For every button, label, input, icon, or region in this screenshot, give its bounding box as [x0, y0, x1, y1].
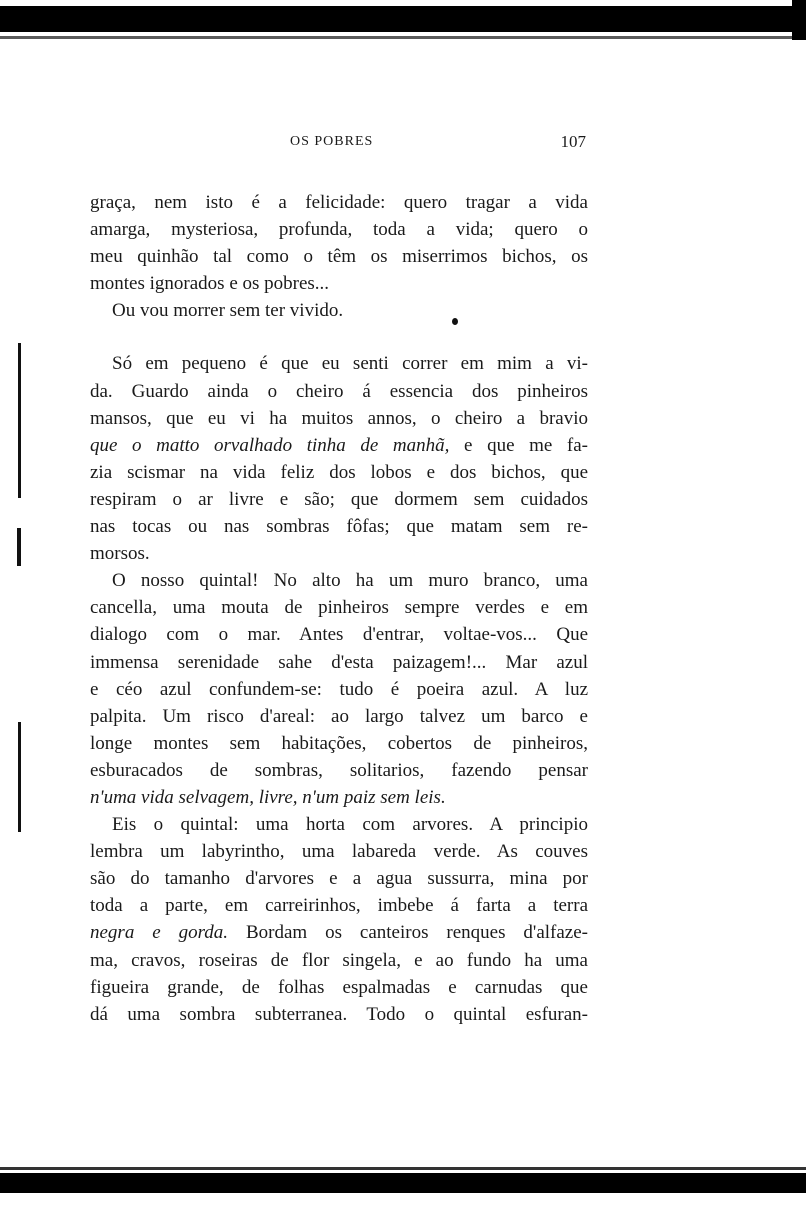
text-line: dialogo com o mar. Antes d'entrar, voltae-vos... Que [90, 624, 588, 646]
text-line [90, 919, 588, 946]
margin-mark [17, 528, 21, 566]
text-line: meu quinhão tal como o têm os miserrimos bichos, os [90, 246, 588, 268]
text-line: respiram o ar livre e são; que dormem sem cuidados [90, 488, 588, 510]
page-number: 107 [560, 132, 586, 151]
text-line: Só em pequeno é que eu senti correr em mim a vi- [112, 353, 588, 375]
text-line: immensa serenidade sahe d'esta paizagem!... Mar azul [90, 651, 588, 673]
text-line: morsos. [90, 543, 150, 565]
text-line: dá uma sombra subterranea. Todo o quintal esfuran- [90, 1003, 588, 1025]
text-segment: e que me fa- [449, 434, 589, 456]
text-line: mansos, que eu vi ha muitos annos, o cheiro a bravio [90, 407, 588, 429]
running-head [90, 132, 600, 152]
scan-border-bottom [0, 1173, 806, 1193]
text-line [90, 432, 588, 459]
text-line: graça, nem isto é a felicidade: quero tragar a vida [90, 192, 588, 213]
text-line: O nosso quintal! No alto ha um muro branco, uma [112, 570, 588, 592]
text-line: n'uma vida selvagem, livre, n'um paiz sem leis. [90, 786, 446, 808]
text-line: ma, cravos, roseiras de flor singela, e ao fundo ha uma [90, 949, 588, 971]
text-line: esburacados de sombras, solitarios, fazendo pensar [90, 759, 588, 781]
text-segment: Bordam os canteiros renques d'alfaze- [228, 922, 588, 944]
text-line: zia scismar na vida feliz dos lobos e dos bichos, que [90, 461, 588, 483]
paragraph-gap [90, 324, 588, 350]
text-line: toda a parte, em carreirinhos, imbebe á farta a terra [90, 895, 588, 917]
text-line: longe montes sem habitações, cobertos de pinheiros, [90, 732, 588, 754]
text-line: montes ignorados e os pobres... [90, 273, 330, 295]
text-line: são do tamanho d'arvores e a agua sussurra, mina por [90, 868, 588, 890]
text-line: palpita. Um risco d'areal: ao largo talvez um barco e [90, 705, 588, 727]
text-line: Eis o quintal: uma horta com arvores. A principio [112, 814, 588, 836]
text-line: figueira grande, de folhas espalmadas e carnudas que [90, 976, 588, 998]
italic-text: que o matto orvalhado tinha de manhã, [90, 434, 450, 456]
body-text [90, 189, 588, 1028]
text-line: amarga, mysteriosa, profunda, toda a vida; quero o [90, 219, 588, 241]
text-line: Ou vou morrer sem ter vivido. [112, 300, 344, 322]
text-line: cancella, uma mouta de pinheiros sempre verdes e em [90, 597, 588, 619]
scan-border-top-line [0, 36, 806, 39]
text-line: da. Guardo ainda o cheiro á essencia dos pinheiros [90, 380, 588, 402]
italic-text: negra e gorda. [90, 922, 229, 944]
margin-mark [18, 343, 21, 498]
scan-border-top-corner [792, 0, 806, 40]
text-line: e céo azul confundem-se: tudo é poeira azul. A luz [90, 678, 588, 700]
text-line: lembra um labyrintho, uma labareda verde. As couves [90, 841, 588, 863]
scan-border-bottom-line [0, 1167, 806, 1170]
scan-border-top [0, 6, 806, 32]
margin-mark [18, 722, 21, 832]
text-line: nas tocas ou nas sombras fôfas; que matam sem re- [90, 516, 588, 538]
running-title: OS POBRES [290, 134, 374, 149]
